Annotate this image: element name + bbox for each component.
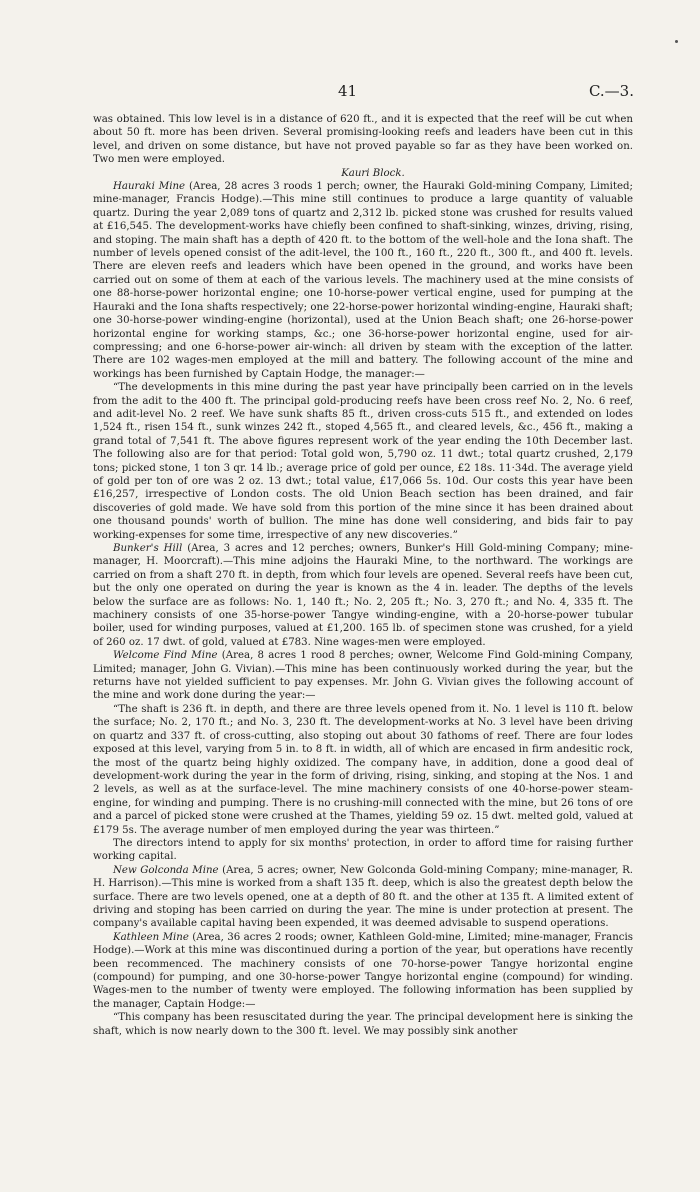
paragraph-text: (Area, 8 acres 1 rood 8 perches; owner, Welcome Find Gold-mining Company, Limited; manager, John G. Vivian).—This mine has been continuously worked during the year, but the returns have not yielded sufficient to pay expenses. Mr. John G. Vivian gives the following account of the mine and work done during the year:— (93, 650, 633, 702)
welcome-quote: “The shaft is 236 ft. in depth, and there are three levels opened from it. No. 1 level is 110 ft. below the surface; No. 2, 170 ft.; and No. 3, 230 ft. The development-works at No. 3 level have been driving on quartz and 337 ft. of cross-cutting, also stoping out about 30 fathoms of reef. There are four lodes exposed at this level, varying from 5 in. to 8 ft. in width, all of which are encased in firm andesitic rock, the most of the quartz being highly oxidized. The company have, in addition, done a good deal of development-work during the year in the form of driving, rising, sinking, and stoping at the Nos. 1 and 2 levels, as well as at the surface-level. The mine machinery consists of one 40-horse-power steam-engine, for winding and pumping. There is no crushing-mill connected with the mine, but 26 tons of ore and a parcel of picked stone were crushed at the Thames, yielding 59 oz. 15 dwt. melted gold, valued at £179 5s. The average number of men employed during the year was thirteen.” (93, 703, 633, 836)
document-reference: C.—3. (588, 82, 634, 100)
paragraph-text: (Area, 28 acres 3 roods 1 perch; owner, the Hauraki Gold-mining Company, Limited; mine-manager, Francis Hodge).—This mine still continues to produce a large quantity of valuable quartz. During the year 2,089 tons of quartz and 2,312 lb. picked stone was crushed for results valued at £16,545. The development-works have chiefly been confined to shaft-sinking, winzes, driving, rising, and stoping. The main shaft has a depth of 420 ft. to the bottom of the well-hole and the Iona shaft. The number of levels opened consist of the adit-level, the 100 ft., 160 ft., 220 ft., 300 ft., and 400 ft. levels. There are eleven reefs and leaders which have been opened in the ground, and works have been carried out on some of them at each of the various levels. The machinery used at the mine consists of one 88-horse-power horizontal engine; one 10-horse-power vertical engine, used for pumping at the Hauraki and the Iona shafts respectively; one 22-horse-power horizontal winding-engine, Hauraki shaft; one 30-horse-power winding-engine (horizontal), used at the Union Beach shaft; one 26-horse-power horizontal engine for working stamps, &c.; one 36-horse-power horizontal engine, used for air-compressing; and one 6-horse-power air-winch: all driven by steam with the exception of the latter. There are 102 wages-men employed at the mill and battery. The following account of the mine and workings has been furnished by Captain Hodge, the manager:— (93, 181, 633, 380)
mine-name: Hauraki Mine (113, 181, 186, 193)
mine-name: Bunker's Hill (113, 543, 183, 554)
hauraki-quote: “The developments in this mine during the past year have principally been carried on in the levels from the adit to the 400 ft. The principal gold-producing reefs have been cross reef No. 2, No. 6 reef, and adit-level No. 2 reef. We have sunk shafts 85 ft., driven cross-cuts 515 ft., and extended on lodes 1,524 ft., risen 154 ft., sunk winzes 242 ft., stoped 4,565 ft., and cleared levels, &c., 456 ft., making a grand total of 7,541 ft. The above figures represent work of the year ending the 10th December last. The following also are for that period: Total gold won, 5,790 oz. 11 dwt.; total quartz crushed, 2,179 tons; picked stone, 1 ton 3 qr. 14 lb.; average price of gold per ounce, £2 18s. 11·34d. The average yield of gold per ton of ore was 2 oz. 13 dwt.; total value, £17,066 5s. 10d. Our costs this year have been £16,257, irrespective of London costs. The old Union Beach section has been drained, and fair discoveries of gold made. We have sold from this portion of the mine since it has been drained about one thousand pounds' worth of bullion. The mine has done well considering, and bids fair to pay working-expenses for some time, irrespective of any new discoveries.” (93, 382, 633, 541)
golconda-paragraph (93, 864, 633, 931)
margin-mark (675, 40, 678, 43)
hauraki-paragraph (93, 180, 633, 381)
kathleen-paragraph (93, 931, 633, 1011)
page-header (93, 82, 634, 102)
document-body (93, 113, 633, 1038)
paragraph-text: (Area, 3 acres and 12 perches; owners, Bunker's Hill Gold-mining Company; mine-manager, H. Moorcraft).—This mine adjoins the Hauraki Mine, to the northward. The workings are carried on from a shaft 270 ft. in depth, from which four levels are opened. Several reefs have been cut, but the only one operated on during the year is known as the 4 in. leader. The depths of the levels below the surface are as follows: No. 1, 140 ft.; No. 2, 205 ft.; No. 3, 270 ft.; and No. 4, 335 ft. The machinery consists of one 35-horse-power Tangye winding-engine, with a 20-horse-power tubular boiler, used for winding purposes, valued at £1,200. 165 lb. of specimen stone was crushed, for a yield of 260 oz. 17 dwt. of gold, valued at £783. Nine wages-men were employed. (93, 543, 633, 648)
paragraph-text: (Area, 5 acres; owner, New Golconda Gold-mining Company; mine-manager, R. H. Harrison).—This mine is worked from a shaft 135 ft. deep, which is also the greatest depth below the surface. There are two levels opened, one at a depth of 80 ft. and the other at 135 ft. A limited extent of driving and stoping has been carried on during the year. The mine is under protection at present. The company's available capital having been expended, it was deemed advisable to suspend operations. (93, 864, 633, 930)
section-heading: Kauri Block. (341, 167, 405, 179)
continuation-paragraph: was obtained. This low level is in a distance of 620 ft., and it is expected that the reef will be cut when about 50 ft. more has been driven. Several promising-looking reefs and leaders have been cut in this level, and driven on some distance, but have not proved payable so far as they have been worked on. Two men were employed. (93, 114, 633, 166)
mine-name: Kathleen Mine (113, 931, 189, 943)
mine-name: New Golconda Mine (113, 864, 219, 876)
bunkers-paragraph (93, 542, 633, 649)
mine-name: Welcome Find Mine (113, 650, 218, 662)
kathleen-quote: “This company has been resuscitated during the year. The principal development here is sinking the shaft, which is now nearly down to the 300 ft. level. We may possibly sink another (93, 1012, 633, 1037)
welcome-after-paragraph: The directors intend to apply for six months' protection, in order to afford time for raising further working capital. (93, 837, 633, 863)
page-number: 41 (338, 82, 358, 100)
paragraph-text: (Area, 36 acres 2 roods; owner, Kathleen Gold-mine, Limited; mine-manager, Francis Hodge).—Work at this mine was discontinued during a portion of the year, but operations have recently been recommenced. The machinery consists of one 70-horse-power Tangye horizontal engine (compound) for pumping, and one 30-horse-power Tangye horizontal engine (compound) for winding. Wages-men to the number of twenty were employed. The following information has been supplied by the manager, Captain Hodge:— (93, 931, 633, 1010)
welcome-paragraph (93, 649, 633, 703)
